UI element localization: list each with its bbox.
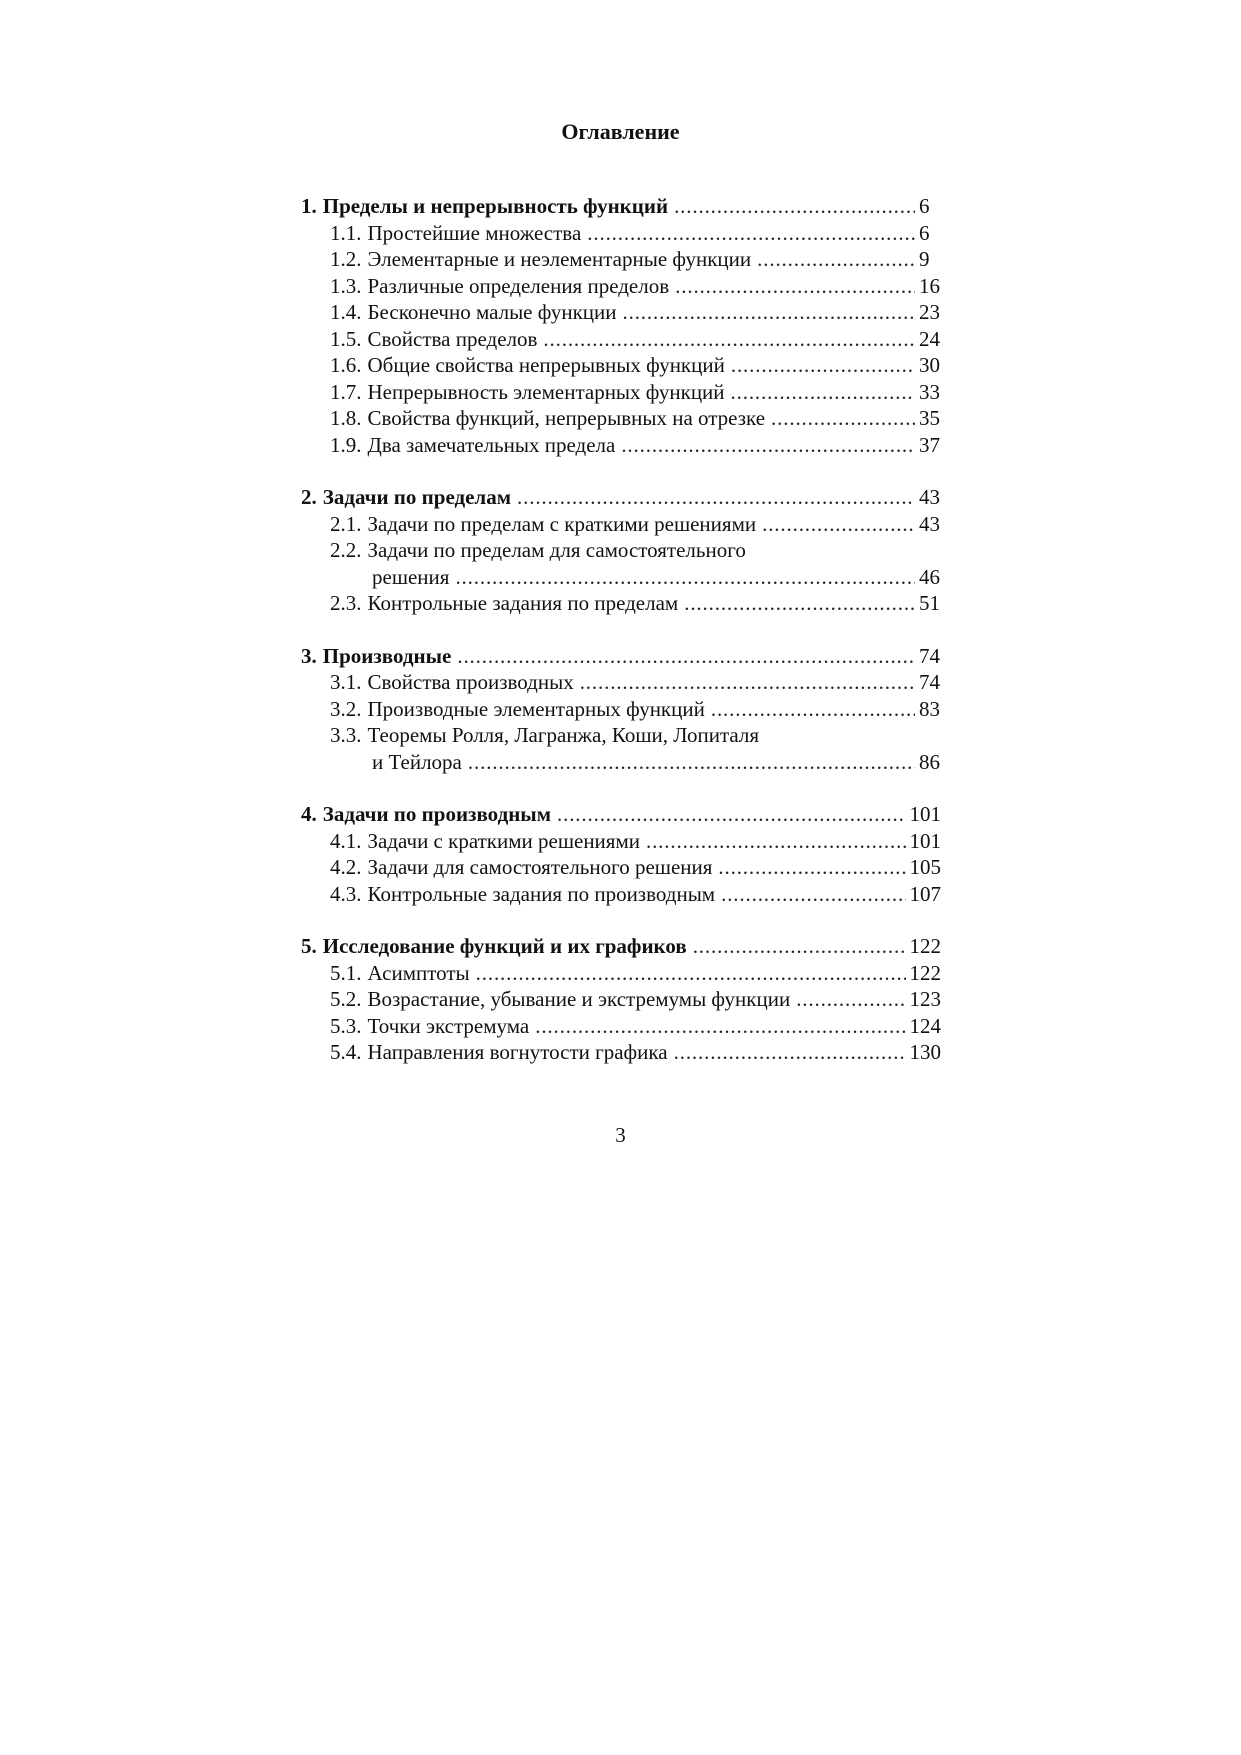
dot-leader bbox=[621, 432, 915, 459]
page-ref: 101 bbox=[909, 802, 941, 826]
section-title: Задачи для самостоятельного решения bbox=[367, 855, 713, 879]
page-ref: 74 bbox=[919, 670, 940, 694]
page-ref: 122 bbox=[909, 960, 941, 985]
toc-chapter bbox=[301, 933, 941, 1066]
section-title: Элементарные и неэлементарные функции bbox=[367, 247, 752, 271]
page-number: 3 bbox=[615, 1123, 626, 1147]
dot-leader bbox=[684, 590, 915, 617]
page-ref: 43 bbox=[919, 511, 940, 536]
dot-leader bbox=[771, 405, 915, 432]
toc-section[interactable] bbox=[301, 326, 941, 353]
toc-chapter bbox=[301, 484, 941, 617]
section-title: Непрерывность элементарных функций bbox=[367, 379, 725, 404]
section-title: Различные определения пределов bbox=[367, 273, 670, 298]
section-title: Задачи по пределам для самостоятельного bbox=[367, 538, 746, 562]
page-ref: 37 bbox=[919, 432, 940, 457]
toc-section[interactable] bbox=[301, 246, 941, 273]
toc-section[interactable] bbox=[301, 352, 941, 379]
chapter-title: Исследование функций и их графиков bbox=[322, 934, 687, 958]
dot-leader bbox=[457, 643, 915, 670]
toc-section[interactable] bbox=[301, 669, 941, 696]
toc-section-first-line[interactable] bbox=[301, 722, 941, 749]
page-ref: 46 bbox=[919, 564, 940, 589]
dot-leader bbox=[731, 379, 915, 406]
section-title: Теоремы Ролля, Лагранжа, Коши, Лопиталя bbox=[367, 723, 760, 747]
toc-chapter-heading[interactable] bbox=[301, 193, 941, 220]
page-ref: 101 bbox=[909, 828, 941, 853]
dot-leader bbox=[796, 986, 905, 1013]
page-ref: 33 bbox=[919, 379, 940, 404]
section-number: 1.6. bbox=[330, 353, 362, 377]
dot-leader bbox=[476, 960, 906, 987]
page-ref: 86 bbox=[919, 749, 940, 774]
dot-leader bbox=[675, 273, 915, 300]
section-title: Общие свойства непрерывных функций bbox=[367, 353, 725, 377]
dot-leader bbox=[718, 854, 905, 881]
chapter-number: 1. bbox=[301, 194, 317, 218]
toc-chapter-heading[interactable] bbox=[301, 933, 941, 960]
dot-leader bbox=[674, 193, 915, 220]
section-title: Свойства пределов bbox=[367, 326, 538, 351]
page-ref: 35 bbox=[919, 406, 940, 430]
section-title: Направления вогнутости графика bbox=[367, 1040, 668, 1064]
toc-section[interactable] bbox=[301, 379, 941, 406]
chapter-number: 5. bbox=[301, 934, 317, 958]
dot-leader bbox=[757, 246, 915, 273]
dot-leader bbox=[646, 828, 906, 855]
dot-leader bbox=[587, 220, 915, 247]
toc-section[interactable] bbox=[301, 273, 941, 300]
toc-section[interactable] bbox=[301, 854, 941, 881]
toc-section-continuation[interactable] bbox=[301, 749, 941, 776]
toc-chapter bbox=[301, 193, 941, 458]
toc-section[interactable] bbox=[301, 960, 941, 987]
section-number: 4.1. bbox=[330, 828, 362, 853]
page-ref: 107 bbox=[909, 881, 941, 906]
section-title: Свойства производных bbox=[367, 670, 574, 694]
page-ref: 123 bbox=[909, 987, 941, 1011]
dot-leader bbox=[468, 749, 915, 776]
section-number: 5.3. bbox=[330, 1013, 362, 1038]
toc-section[interactable] bbox=[301, 828, 941, 855]
dot-leader bbox=[543, 326, 915, 353]
page-ref: 105 bbox=[909, 855, 941, 879]
page-ref: 74 bbox=[919, 643, 940, 668]
toc-section[interactable] bbox=[301, 590, 941, 617]
section-title: Простейшие множества bbox=[367, 220, 582, 245]
section-number: 1.4. bbox=[330, 300, 362, 324]
section-number: 1.7. bbox=[330, 379, 362, 404]
dot-leader bbox=[762, 511, 915, 538]
section-title: Свойства функций, непрерывных на отрезке bbox=[367, 406, 766, 430]
dot-leader bbox=[623, 299, 916, 326]
toc-section[interactable] bbox=[301, 511, 941, 538]
section-title-continuation: и Тейлора bbox=[372, 749, 462, 774]
dot-leader bbox=[721, 881, 905, 908]
toc-chapter bbox=[301, 801, 941, 907]
section-number: 2.3. bbox=[330, 591, 362, 615]
section-number: 1.1. bbox=[330, 220, 362, 245]
dot-leader bbox=[455, 564, 915, 591]
page-ref: 30 bbox=[919, 353, 940, 377]
dot-leader bbox=[580, 669, 915, 696]
toc-chapter-heading[interactable] bbox=[301, 801, 941, 828]
section-number: 3.2. bbox=[330, 696, 362, 721]
toc-chapter-heading[interactable] bbox=[301, 643, 941, 670]
section-number: 2.1. bbox=[330, 511, 362, 536]
page-ref: 130 bbox=[909, 1040, 941, 1064]
page-ref: 83 bbox=[919, 696, 940, 721]
section-number: 4.2. bbox=[330, 855, 362, 879]
section-title: Производные элементарных функций bbox=[367, 696, 705, 721]
section-number: 1.9. bbox=[330, 432, 362, 457]
section-number: 3.1. bbox=[330, 670, 362, 694]
toc-section[interactable] bbox=[301, 220, 941, 247]
page-ref: 24 bbox=[919, 326, 940, 351]
section-title: Задачи с краткими решениями bbox=[367, 828, 640, 853]
page-ref: 6 bbox=[919, 220, 930, 245]
toc-chapter-heading[interactable] bbox=[301, 484, 941, 511]
section-title: Задачи по пределам с краткими решениями bbox=[367, 511, 757, 536]
section-number: 1.5. bbox=[330, 326, 362, 351]
page-ref: 9 bbox=[919, 247, 930, 271]
section-title: Контрольные задания по пределам bbox=[367, 591, 679, 615]
section-title: Возрастание, убывание и экстремумы функции bbox=[367, 987, 791, 1011]
chapter-title: Задачи по производным bbox=[322, 802, 551, 826]
chapter-title: Задачи по пределам bbox=[322, 485, 512, 509]
toc-section[interactable] bbox=[301, 881, 941, 908]
section-number: 4.3. bbox=[330, 881, 362, 906]
page-title: Оглавление bbox=[561, 119, 680, 144]
dot-leader bbox=[693, 933, 906, 960]
section-number: 1.8. bbox=[330, 406, 362, 430]
dot-leader bbox=[711, 696, 915, 723]
page-ref: 122 bbox=[909, 934, 941, 958]
chapter-number: 2. bbox=[301, 485, 317, 509]
chapter-number: 3. bbox=[301, 643, 317, 668]
table-of-contents bbox=[301, 193, 941, 1092]
toc-section-continuation[interactable] bbox=[301, 564, 941, 591]
section-title: Контрольные задания по производным bbox=[367, 881, 716, 906]
section-title: Два замечательных предела bbox=[367, 432, 616, 457]
toc-section[interactable] bbox=[301, 405, 941, 432]
toc-section[interactable] bbox=[301, 299, 941, 326]
dot-leader bbox=[535, 1013, 905, 1040]
toc-section[interactable] bbox=[301, 696, 941, 723]
dot-leader bbox=[674, 1039, 906, 1066]
section-title-continuation: решения bbox=[372, 564, 450, 589]
page-ref: 23 bbox=[919, 300, 940, 324]
section-number: 5.2. bbox=[330, 987, 362, 1011]
chapter-title: Пределы и непрерывность функций bbox=[322, 194, 669, 218]
chapter-title: Производные bbox=[322, 643, 452, 668]
section-number: 1.2. bbox=[330, 247, 362, 271]
toc-section[interactable] bbox=[301, 986, 941, 1013]
dot-leader bbox=[731, 352, 915, 379]
page-ref: 124 bbox=[909, 1013, 941, 1038]
section-number: 5.4. bbox=[330, 1040, 362, 1064]
dot-leader bbox=[517, 484, 915, 511]
section-title: Асимптоты bbox=[367, 960, 470, 985]
page-ref: 51 bbox=[919, 591, 940, 615]
page-ref: 43 bbox=[919, 485, 940, 509]
toc-section-first-line[interactable] bbox=[301, 537, 941, 564]
toc-section[interactable] bbox=[301, 1013, 941, 1040]
toc-chapter bbox=[301, 643, 941, 776]
section-number: 3.3. bbox=[330, 723, 362, 747]
section-number: 2.2. bbox=[330, 538, 362, 562]
page-ref: 16 bbox=[919, 273, 940, 298]
section-title: Точки экстремума bbox=[367, 1013, 530, 1038]
chapter-number: 4. bbox=[301, 802, 317, 826]
toc-section[interactable] bbox=[301, 1039, 941, 1066]
section-title: Бесконечно малые функции bbox=[367, 300, 617, 324]
dot-leader bbox=[557, 801, 906, 828]
section-number: 5.1. bbox=[330, 960, 362, 985]
toc-section[interactable] bbox=[301, 432, 941, 459]
page-ref: 6 bbox=[919, 194, 930, 218]
section-number: 1.3. bbox=[330, 273, 362, 298]
